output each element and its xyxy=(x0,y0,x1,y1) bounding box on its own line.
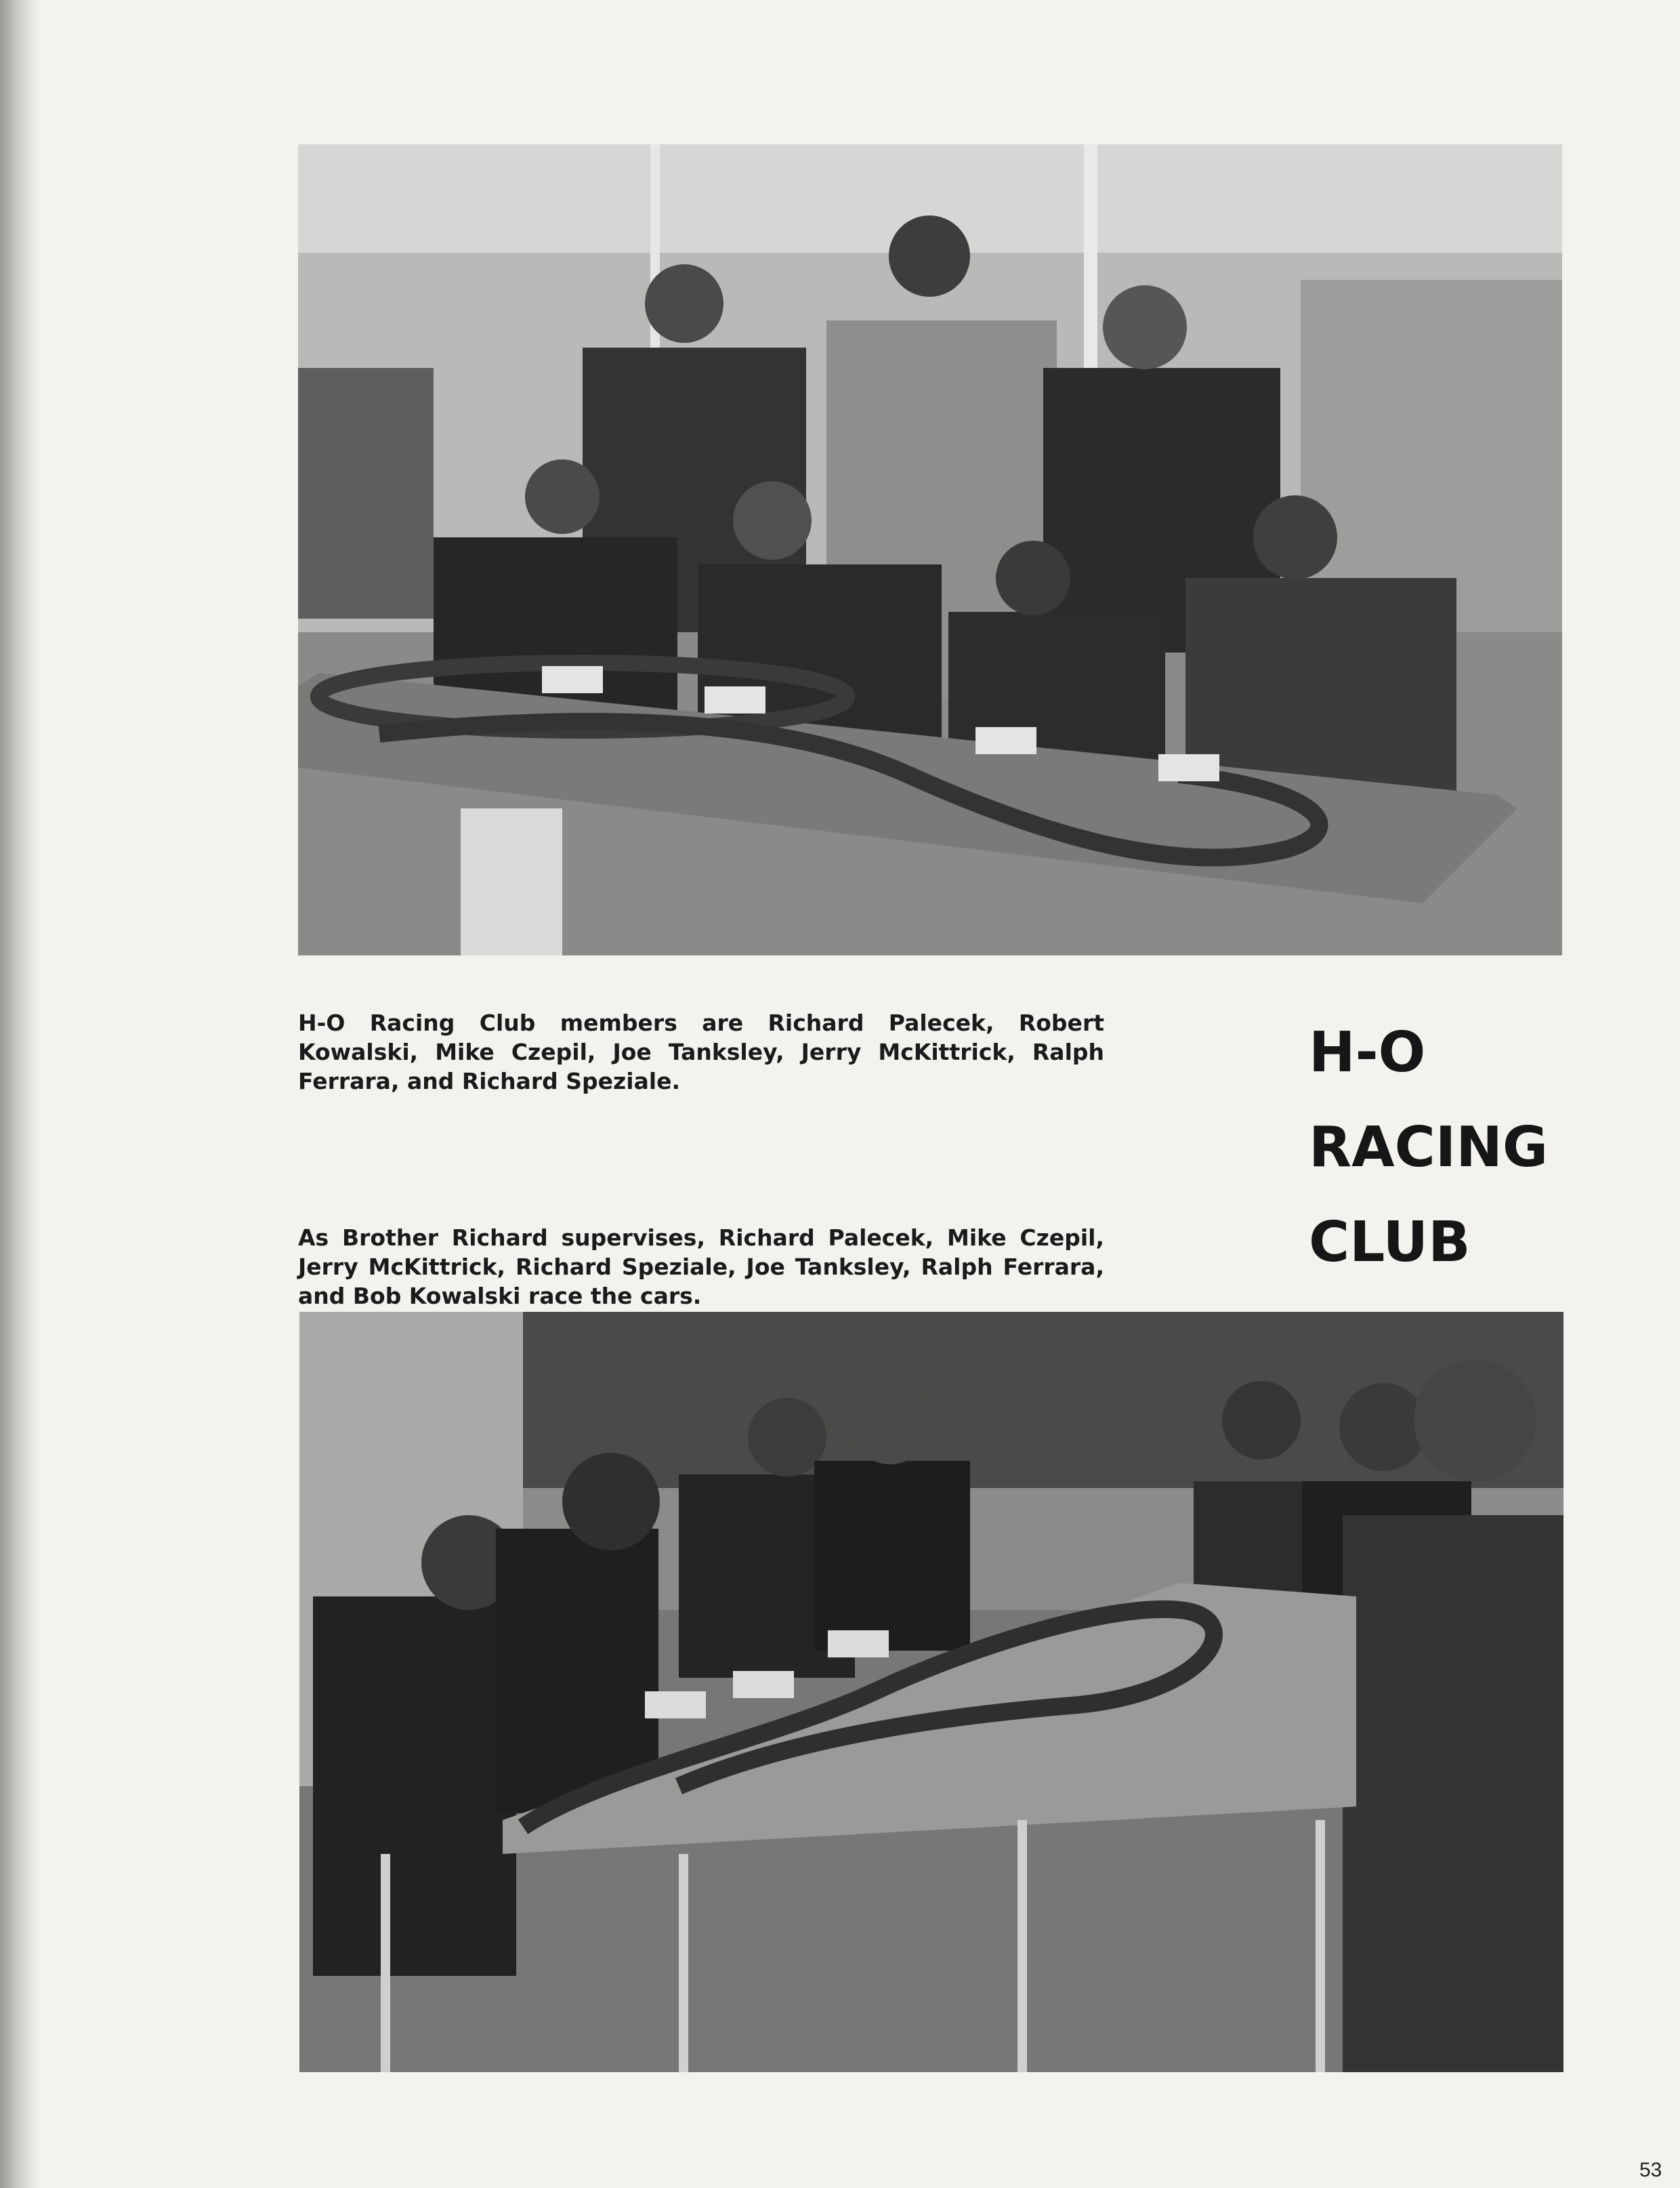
caption-bottom: As Brother Richard supervises, Richard Palecek, Mike Czepil, Jerry McKittrick, Richard Speziale, Joe Tanksley, Ralph Ferrara, and Bob Kowalski race the cars. xyxy=(298,1224,1104,1309)
photo-bottom-drawing xyxy=(299,1312,1563,2072)
club-title-line-3: CLUB xyxy=(1309,1210,1471,1275)
photo-club-members-standing xyxy=(298,144,1562,955)
photo-members-racing xyxy=(299,1312,1563,2072)
page-number: 53 xyxy=(1639,2159,1662,2181)
caption-top: H-O Racing Club members are Richard Palecek, Robert Kowalski, Mike Czepil, Joe Tanksley, Jerry McKittrick, Ralph Ferrara, and Richard Speziale. xyxy=(298,1010,1104,1094)
photo-top-drawing xyxy=(298,144,1562,955)
page-binding-shadow xyxy=(0,0,41,2188)
club-title-line-1: H-O xyxy=(1309,1020,1426,1085)
club-title xyxy=(1309,1006,1548,1290)
club-title-line-2: RACING xyxy=(1309,1115,1549,1180)
